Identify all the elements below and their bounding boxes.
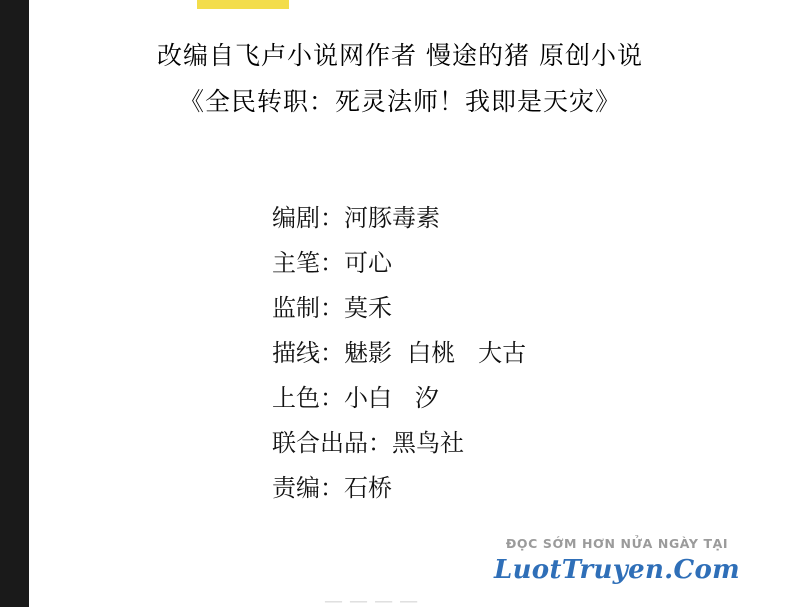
staff-name: 石桥 [344,474,392,502]
credit-source-text [0,38,800,120]
staff-row [272,376,526,421]
credit-line-source: 改编自飞卢小说网作者 慢途的猪 原创小说 [157,41,643,70]
staff-name: 黑鸟社 [392,429,464,457]
staff-name: 莫禾 [344,294,392,322]
top-yellow-highlight [197,0,289,9]
staff-row [272,421,526,466]
staff-name: 魅影 白桃 大古 [344,339,527,367]
bottom-text-fragment: — — — — [324,596,419,607]
staff-row [272,286,526,331]
staff-row [272,196,526,241]
staff-credits-list [272,196,526,511]
staff-role: 编剧： [272,204,344,232]
staff-row [272,241,526,286]
credit-line-title: 《全民转职：死灵法师！我即是天灾》 [178,87,621,116]
site-watermark [487,536,747,585]
staff-role: 责编： [272,474,344,502]
staff-role: 上色： [272,384,344,412]
staff-role: 联合出品： [272,429,392,457]
staff-row [272,466,526,511]
staff-name: 河豚毒素 [344,204,440,232]
staff-role: 主笔： [272,249,344,277]
staff-name: 小白 汐 [344,384,439,412]
watermark-site-name: LuotTruyen.Com [494,555,740,585]
staff-role: 描线： [272,339,344,367]
staff-role: 监制： [272,294,344,322]
staff-name: 可心 [344,249,392,277]
watermark-tagline: ĐỌC SỚM HƠN NỬA NGÀY TẠI [505,536,729,551]
staff-row [272,331,526,376]
